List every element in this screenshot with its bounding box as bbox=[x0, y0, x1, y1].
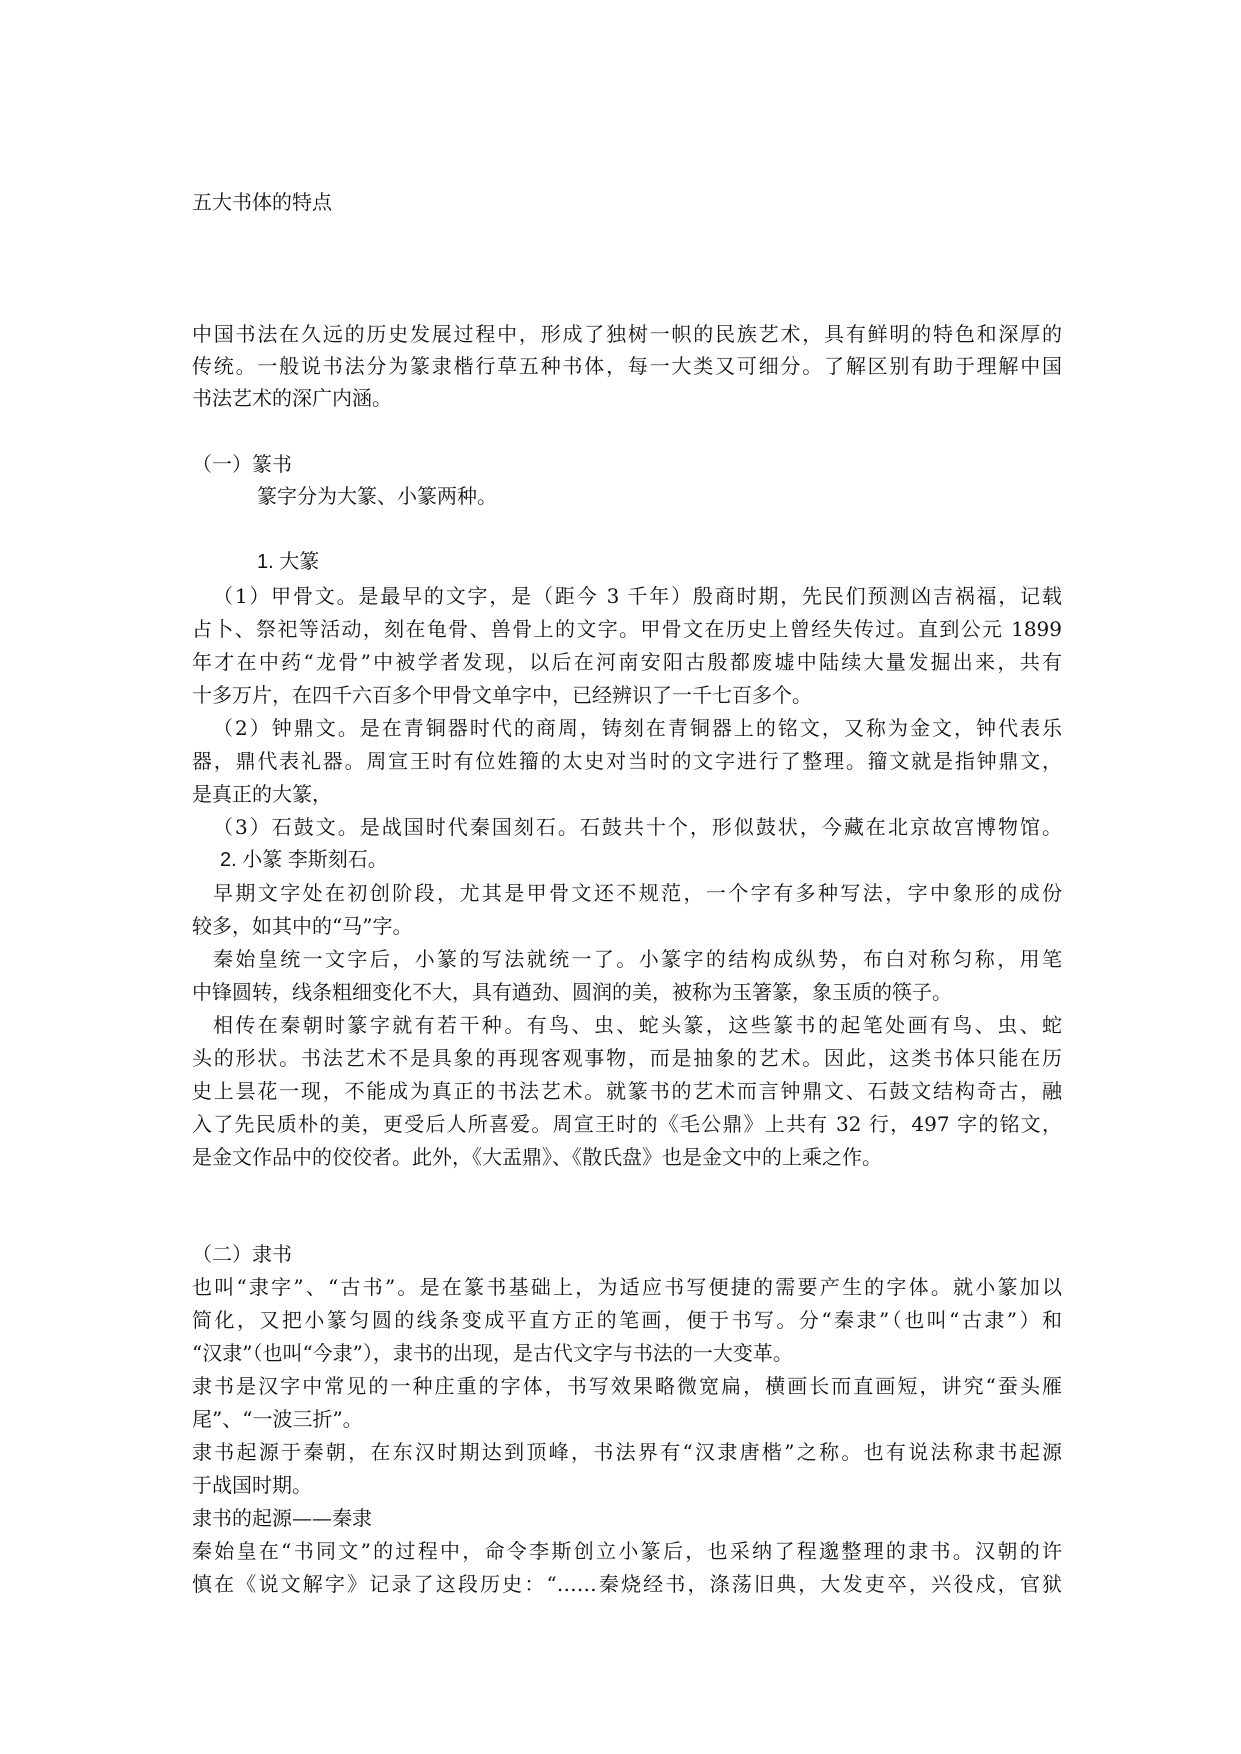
list-item-dazhuan: 1. 大篆 bbox=[257, 551, 320, 573]
paragraph-shiguwen: （3）石鼓文。是战国时代秦国刻石。石鼓共十个，形似鼓状，今藏在北京故宫博物馆。 bbox=[213, 815, 1062, 839]
paragraph-legend-5: 是金文作品中的佼佼者。此外，《大盂鼎》、《散氏盘》也是金文中的上乘之作。 bbox=[192, 1145, 882, 1169]
paragraph-zhongdingwen-2: 器，鼎代表礼器。周宣王时有位姓籀的太史对当时的文字进行了整理。籀文就是指钟鼎文， bbox=[192, 749, 1062, 773]
paragraph-lishu-origin-1: 隶书起源于秦朝，在东汉时期达到顶峰，书法界有“汉隶唐楷”之称。也有说法称隶书起源 bbox=[192, 1440, 1062, 1464]
zhuan-subtitle: 篆字分为大篆、小篆两种。 bbox=[257, 484, 497, 508]
paragraph-legend-1: 相传在秦朝时篆字就有若干种。有鸟、虫、蛇头篆，这些篆书的起笔处画有鸟、虫、蛇 bbox=[213, 1013, 1062, 1037]
paragraph-lishu-3: “汉隶”（也叫“今隶”），隶书的出现，是古代文字与书法的一大变革。 bbox=[192, 1341, 793, 1365]
section-heading-li: （二）隶书 bbox=[192, 1242, 292, 1266]
section-heading-zhuan: （一）篆书 bbox=[192, 452, 292, 476]
intro-line-1: 中国书法在久远的历史发展过程中，形成了独树一帜的民族艺术，具有鲜明的特色和深厚的 bbox=[192, 322, 1062, 346]
paragraph-jiaguwen-3: 年才在中药“龙骨”中被学者发现，以后在河南安阳古殷都废墟中陆续大量发掘出来，共有 bbox=[192, 650, 1062, 674]
paragraph-early-writing-1: 早期文字处在初创阶段，尤其是甲骨文还不规范，一个字有多种写法，字中象形的成份 bbox=[213, 881, 1062, 905]
paragraph-legend-3: 史上昙花一现，不能成为真正的书法艺术。就篆书的艺术而言钟鼎文、石鼓文结构奇古，融 bbox=[192, 1079, 1062, 1103]
paragraph-lishu-origin-2: 于战国时期。 bbox=[192, 1473, 312, 1497]
paragraph-jiaguwen-1: （1）甲骨文。是最早的文字，是（距今 3 千年）殷商时期，先民们预测凶吉祸福，记载 bbox=[213, 584, 1062, 608]
paragraph-jiaguwen-2: 占卜、祭祀等活动，刻在龟骨、兽骨上的文字。甲骨文在历史上曾经失传过。直到公元 1899 bbox=[192, 617, 1062, 641]
paragraph-lishu-2: 简化，又把小篆匀圆的线条变成平直方正的笔画，便于书写。分“秦隶”（也叫“古隶”）和 bbox=[192, 1308, 1062, 1332]
paragraph-lishu-feature-2: 尾”、“一波三折”。 bbox=[192, 1407, 363, 1431]
list-item-xiaozhuan: 2. 小篆 李斯刻石。 bbox=[220, 849, 388, 871]
paragraph-lishu-1: 也叫“隶字”、“古书”。是在篆书基础上，为适应书写便捷的需要产生的字体。就小篆加以 bbox=[192, 1275, 1062, 1299]
paragraph-qin-unify-1: 秦始皇统一文字后，小篆的写法就统一了。小篆字的结构成纵势，布白对称匀称，用笔 bbox=[213, 947, 1062, 971]
intro-line-3: 书法艺术的深广内涵。 bbox=[192, 386, 392, 410]
paragraph-qinli-1: 秦始皇在“书同文”的过程中，命令李斯创立小篆后，也采纳了程邈整理的隶书。汉朝的许 bbox=[192, 1539, 1062, 1563]
document-title: 五大书体的特点 bbox=[192, 190, 332, 214]
paragraph-early-writing-2: 较多，如其中的“马”字。 bbox=[192, 914, 413, 938]
paragraph-jiaguwen-4: 十多万片，在四千六百多个甲骨文单字中，已经辨识了一千七百多个。 bbox=[192, 683, 812, 707]
paragraph-lishu-feature-1: 隶书是汉字中常见的一种庄重的字体，书写效果略微宽扁，横画长而直画短，讲究“蚕头雁 bbox=[192, 1374, 1062, 1398]
intro-line-2: 传统。一般说书法分为篆隶楷行草五种书体，每一大类又可细分。了解区别有助于理解中国 bbox=[192, 354, 1062, 378]
paragraph-legend-2: 头的形状。书法艺术不是具象的再现客观事物，而是抽象的艺术。因此，这类书体只能在历 bbox=[192, 1046, 1062, 1070]
paragraph-legend-4: 入了先民质朴的美，更受后人所喜爱。周宣王时的《毛公鼎》上共有 32 行，497 字的铭文， bbox=[192, 1112, 1062, 1136]
paragraph-qinli-2: 慎在《说文解字》记录了这段历史：“……秦烧经书，涤荡旧典，大发吏卒，兴役戍，官狱 bbox=[192, 1572, 1062, 1596]
paragraph-qinli-heading: 隶书的起源——秦隶 bbox=[192, 1506, 372, 1530]
paragraph-zhongdingwen-3: 是真正的大篆， bbox=[192, 782, 332, 806]
paragraph-qin-unify-2: 中锋圆转，线条粗细变化不大，具有遒劲、圆润的美，被称为玉箸篆，象玉质的筷子。 bbox=[192, 980, 952, 1004]
paragraph-zhongdingwen-1: （2）钟鼎文。是在青铜器时代的商周，铸刻在青铜器上的铭文，又称为金文，钟代表乐 bbox=[213, 716, 1062, 740]
